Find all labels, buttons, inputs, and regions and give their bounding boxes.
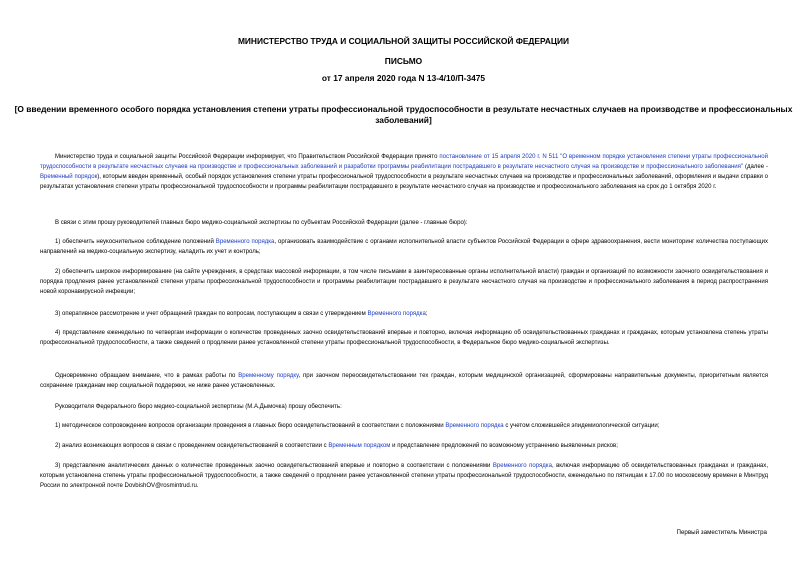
temporary-procedure-link[interactable]: Временному порядку	[238, 373, 299, 379]
paragraph-text: Одновременно обращаем внимание, что в рамках работы по	[55, 373, 239, 379]
paragraph-text: Руководителя Федерального бюро медико-социальной экспертизы (М.А.Дымочка) прошу обеспечить:	[55, 404, 342, 410]
paragraph-text: (далее -	[743, 163, 768, 170]
temporary-procedure-link[interactable]: Временного порядка	[367, 311, 426, 317]
paragraph-text: Министерство труда и социальной защиты Российской Федерации информирует, что Правительством Российской Федерации принято	[55, 154, 440, 160]
paragraph-attention	[40, 372, 768, 392]
temporary-procedure-link[interactable]: Временный порядок	[40, 173, 98, 180]
paragraph-text: , организовать взаимодействие с органами исполнительной власти субъектов Российской Федерации в сфере здравоохранения, вести мониторинг количества поступающих направлений на медико-социальную экспертизу, наладить их учет и контроль;	[40, 239, 768, 255]
paragraph-text: 2) анализ возникающих вопросов в связи с проведением освидетельствований в соответствии с	[55, 443, 329, 449]
temporary-procedure-link[interactable]: Временного порядка	[445, 423, 504, 429]
paragraph-text: 3) представление аналитических данных о количестве проведенных заочно освидетельствований впервые и повторно в соответствии с положениями	[55, 463, 493, 469]
ministry-heading: МИНИСТЕРСТВО ТРУДА И СОЦИАЛЬНОЙ ЗАЩИТЫ РОССИЙСКОЙ ФЕДЕРАЦИИ	[237, 36, 570, 46]
paragraph-item-3	[40, 310, 768, 320]
paragraph-item-2	[40, 268, 768, 298]
temporary-procedure-link[interactable]: Временным порядком	[328, 443, 391, 449]
paragraph-text: 1) обеспечить неукоснительное соблюдение положений	[55, 239, 216, 245]
paragraph-bureau-item-2	[40, 442, 768, 452]
paragraph-text: ;	[425, 311, 428, 317]
document-title: [О введении временного особого порядка установления степени утраты профессиональной трудоспособности в результате несчастных случаев на производстве и профессиональных заболеваний]	[14, 104, 793, 125]
paragraph-bureau-item-1	[40, 422, 768, 432]
paragraph-text: , при заочном переосвидетельствовании тех граждан, которым медицинской организацией, сформированы направительные документы, приоритетным является сохранение гражданам мер социальной поддержки, не ниже ранее установленных.	[40, 373, 768, 389]
temporary-procedure-link[interactable]: Временного порядка	[215, 239, 275, 245]
paragraph-text: , включая информацию об освидетельствованных гражданах и гражданах, которым установлена степень утраты профессиональной трудоспособности, а также сведений о продлении ранее установленной степени утраты профессиональной трудоспособности, еженедельно по пятницам к 17.00 по московскому времени в Минтруд России по электронной почте DovbishOV@rosmintrud.ru.	[40, 463, 768, 489]
paragraph-item-1	[40, 238, 768, 258]
paragraph-text: 2) обеспечить широкое информирование (на сайте учреждения, в средствах массовой информации, в том числе письмами в заинтересованные органы исполнительной власти) граждан и организаций по возможности заочного освидетельствования и порядка продления ранее установленной степени утраты профессиональной трудоспособности и программы реабилитации пострадавшего в результате несчастного случая на производстве и профессионального заболевания в период распространения новой коронавирусной инфекции;	[40, 269, 768, 295]
paragraph-item-4	[40, 329, 768, 349]
decree-link[interactable]: постановление от 15 апреля 2020 г. N 511 "О временном порядке установления степени утраты профессиональной трудоспособности в результате несчастных случаев на производстве и профессиональных заболеваний и разработки программы реабилитации пострадавшего в результате несчастного случая на производстве и профессионального заболевания"	[40, 154, 769, 170]
temporary-procedure-link[interactable]: Временного порядка	[492, 463, 552, 469]
paragraph-intro	[40, 153, 768, 193]
paragraph-federal-bureau	[40, 403, 768, 413]
paragraph-bureau-item-3	[40, 462, 768, 492]
paragraph-text: 3) оперативное рассмотрение и учет обращений граждан по вопросам, поступающим в связи с утверждением	[55, 311, 368, 317]
paragraph-text: ), которым введен временный, особый порядок установления степени утраты профессиональной трудоспособности в результате несчастных случаев на производстве и профессиональных заболеваний, оформления и выдачи справки о результатах установления степени утраты профессиональной трудоспособности и программы реабилитации пострадавшего в результате несчастного случая на производстве и профессионального заболевания на срок до 1 октября 2020 г.	[40, 173, 768, 190]
document-date-number: от 17 апреля 2020 года N 13-4/10/П-3475	[321, 73, 486, 83]
paragraph-request	[40, 219, 768, 229]
paragraph-text: 1) методическое сопровождение вопросов организации проведения в главных бюро освидетельствований в соответствии с положениями	[55, 423, 446, 429]
paragraph-text: В связи с этим прошу руководителей главных бюро медико-социальной экспертизы по субъектам Российской Федерации (далее - главные бюро):	[55, 220, 468, 226]
paragraph-text: и представление предложений по возможному устранению выявленных рисков;	[390, 443, 618, 449]
paragraph-text: 4) представление еженедельно по четвергам информации о количестве проведенных заочно освидетельствований впервые и повторно, включая информацию об освидетельствованных гражданах и гражданах, которым установлена степень утраты профессиональной трудоспособности, а также сведений о продлении ранее установленной степени утраты профессиональной трудоспособности, в Федеральное бюро медико-социальной экспертизы.	[40, 330, 768, 346]
paragraph-text: с учетом сложившейся эпидемиологической ситуации;	[503, 423, 660, 429]
signature-position: Первый заместитель Министра	[676, 529, 767, 536]
document-type: ПИСЬМО	[384, 56, 423, 66]
